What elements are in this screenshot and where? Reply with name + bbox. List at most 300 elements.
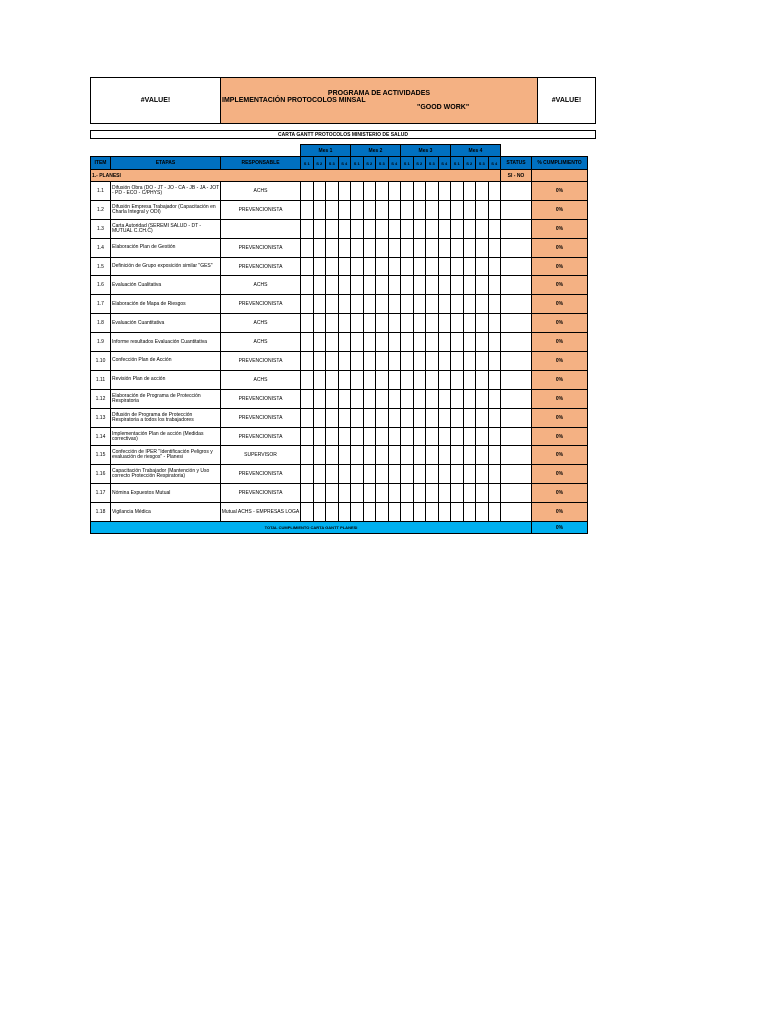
week-cell[interactable] (313, 465, 326, 484)
week-cell[interactable] (438, 200, 451, 219)
week-cell[interactable] (476, 370, 489, 389)
week-cell[interactable] (351, 352, 364, 371)
week-cell[interactable] (488, 295, 501, 314)
week-cell[interactable] (338, 389, 351, 408)
week-cell[interactable] (476, 295, 489, 314)
week-cell[interactable] (451, 314, 464, 333)
week-cell[interactable] (338, 352, 351, 371)
week-cell[interactable] (401, 314, 414, 333)
week-cell[interactable] (388, 484, 401, 503)
week-cell[interactable] (338, 446, 351, 465)
week-cell[interactable] (426, 389, 439, 408)
week-cell[interactable] (463, 295, 476, 314)
week-cell[interactable] (426, 314, 439, 333)
status-cell[interactable] (501, 484, 532, 503)
status-cell[interactable] (501, 446, 532, 465)
week-cell[interactable] (476, 427, 489, 446)
week-cell[interactable] (438, 446, 451, 465)
week-cell[interactable] (476, 465, 489, 484)
week-cell[interactable] (301, 389, 314, 408)
week-cell[interactable] (451, 484, 464, 503)
week-cell[interactable] (438, 219, 451, 238)
week-cell[interactable] (413, 446, 426, 465)
week-cell[interactable] (388, 314, 401, 333)
week-cell[interactable] (488, 503, 501, 522)
week-cell[interactable] (463, 503, 476, 522)
week-cell[interactable] (488, 427, 501, 446)
week-cell[interactable] (463, 238, 476, 257)
week-cell[interactable] (313, 446, 326, 465)
week-cell[interactable] (301, 295, 314, 314)
week-cell[interactable] (301, 314, 314, 333)
week-cell[interactable] (401, 427, 414, 446)
week-cell[interactable] (463, 370, 476, 389)
week-cell[interactable] (376, 427, 389, 446)
week-cell[interactable] (451, 333, 464, 352)
status-cell[interactable] (501, 370, 532, 389)
week-cell[interactable] (451, 503, 464, 522)
week-cell[interactable] (476, 333, 489, 352)
week-cell[interactable] (376, 389, 389, 408)
week-cell[interactable] (463, 333, 476, 352)
week-cell[interactable] (338, 182, 351, 201)
week-cell[interactable] (401, 219, 414, 238)
week-cell[interactable] (401, 238, 414, 257)
week-cell[interactable] (488, 484, 501, 503)
week-cell[interactable] (463, 465, 476, 484)
week-cell[interactable] (488, 465, 501, 484)
week-cell[interactable] (401, 333, 414, 352)
week-cell[interactable] (338, 370, 351, 389)
week-cell[interactable] (338, 408, 351, 427)
week-cell[interactable] (438, 408, 451, 427)
week-cell[interactable] (476, 257, 489, 276)
week-cell[interactable] (488, 238, 501, 257)
week-cell[interactable] (376, 465, 389, 484)
week-cell[interactable] (351, 333, 364, 352)
week-cell[interactable] (363, 314, 376, 333)
week-cell[interactable] (351, 257, 364, 276)
status-cell[interactable] (501, 333, 532, 352)
week-cell[interactable] (326, 408, 339, 427)
week-cell[interactable] (376, 333, 389, 352)
week-cell[interactable] (401, 352, 414, 371)
week-cell[interactable] (488, 182, 501, 201)
week-cell[interactable] (413, 314, 426, 333)
week-cell[interactable] (488, 352, 501, 371)
week-cell[interactable] (313, 219, 326, 238)
status-cell[interactable] (501, 219, 532, 238)
week-cell[interactable] (426, 238, 439, 257)
week-cell[interactable] (301, 427, 314, 446)
status-cell[interactable] (501, 182, 532, 201)
week-cell[interactable] (338, 238, 351, 257)
week-cell[interactable] (313, 408, 326, 427)
week-cell[interactable] (463, 446, 476, 465)
week-cell[interactable] (363, 333, 376, 352)
week-cell[interactable] (388, 389, 401, 408)
week-cell[interactable] (388, 219, 401, 238)
week-cell[interactable] (401, 484, 414, 503)
week-cell[interactable] (413, 219, 426, 238)
week-cell[interactable] (438, 295, 451, 314)
week-cell[interactable] (351, 238, 364, 257)
week-cell[interactable] (413, 295, 426, 314)
week-cell[interactable] (376, 408, 389, 427)
week-cell[interactable] (301, 257, 314, 276)
week-cell[interactable] (338, 200, 351, 219)
week-cell[interactable] (301, 465, 314, 484)
week-cell[interactable] (463, 484, 476, 503)
week-cell[interactable] (451, 295, 464, 314)
week-cell[interactable] (363, 408, 376, 427)
week-cell[interactable] (401, 503, 414, 522)
week-cell[interactable] (313, 503, 326, 522)
week-cell[interactable] (413, 238, 426, 257)
week-cell[interactable] (463, 219, 476, 238)
week-cell[interactable] (463, 408, 476, 427)
week-cell[interactable] (413, 257, 426, 276)
week-cell[interactable] (438, 238, 451, 257)
week-cell[interactable] (438, 257, 451, 276)
week-cell[interactable] (426, 182, 439, 201)
week-cell[interactable] (388, 370, 401, 389)
week-cell[interactable] (301, 238, 314, 257)
week-cell[interactable] (488, 408, 501, 427)
week-cell[interactable] (463, 389, 476, 408)
week-cell[interactable] (426, 503, 439, 522)
week-cell[interactable] (476, 200, 489, 219)
week-cell[interactable] (401, 200, 414, 219)
week-cell[interactable] (476, 276, 489, 295)
week-cell[interactable] (488, 446, 501, 465)
week-cell[interactable] (326, 219, 339, 238)
week-cell[interactable] (301, 182, 314, 201)
week-cell[interactable] (426, 465, 439, 484)
week-cell[interactable] (413, 484, 426, 503)
week-cell[interactable] (351, 389, 364, 408)
week-cell[interactable] (351, 276, 364, 295)
week-cell[interactable] (401, 389, 414, 408)
week-cell[interactable] (376, 446, 389, 465)
week-cell[interactable] (313, 238, 326, 257)
week-cell[interactable] (326, 200, 339, 219)
week-cell[interactable] (401, 182, 414, 201)
week-cell[interactable] (488, 370, 501, 389)
week-cell[interactable] (388, 182, 401, 201)
week-cell[interactable] (313, 276, 326, 295)
week-cell[interactable] (313, 314, 326, 333)
week-cell[interactable] (351, 182, 364, 201)
week-cell[interactable] (388, 333, 401, 352)
week-cell[interactable] (326, 446, 339, 465)
week-cell[interactable] (313, 257, 326, 276)
week-cell[interactable] (351, 446, 364, 465)
week-cell[interactable] (438, 389, 451, 408)
week-cell[interactable] (438, 333, 451, 352)
week-cell[interactable] (313, 370, 326, 389)
week-cell[interactable] (401, 295, 414, 314)
week-cell[interactable] (376, 503, 389, 522)
week-cell[interactable] (326, 427, 339, 446)
status-cell[interactable] (501, 295, 532, 314)
week-cell[interactable] (476, 389, 489, 408)
week-cell[interactable] (363, 352, 376, 371)
week-cell[interactable] (438, 182, 451, 201)
week-cell[interactable] (488, 389, 501, 408)
status-cell[interactable] (501, 427, 532, 446)
week-cell[interactable] (451, 389, 464, 408)
week-cell[interactable] (488, 200, 501, 219)
week-cell[interactable] (438, 484, 451, 503)
week-cell[interactable] (376, 182, 389, 201)
week-cell[interactable] (326, 238, 339, 257)
week-cell[interactable] (326, 484, 339, 503)
week-cell[interactable] (351, 295, 364, 314)
week-cell[interactable] (351, 408, 364, 427)
week-cell[interactable] (451, 370, 464, 389)
week-cell[interactable] (351, 427, 364, 446)
week-cell[interactable] (388, 427, 401, 446)
week-cell[interactable] (301, 333, 314, 352)
week-cell[interactable] (363, 200, 376, 219)
status-cell[interactable] (501, 465, 532, 484)
week-cell[interactable] (388, 200, 401, 219)
week-cell[interactable] (338, 257, 351, 276)
week-cell[interactable] (451, 238, 464, 257)
week-cell[interactable] (451, 219, 464, 238)
week-cell[interactable] (463, 314, 476, 333)
week-cell[interactable] (476, 503, 489, 522)
week-cell[interactable] (476, 352, 489, 371)
week-cell[interactable] (351, 503, 364, 522)
week-cell[interactable] (388, 408, 401, 427)
week-cell[interactable] (413, 503, 426, 522)
week-cell[interactable] (301, 219, 314, 238)
week-cell[interactable] (351, 314, 364, 333)
week-cell[interactable] (326, 389, 339, 408)
week-cell[interactable] (488, 314, 501, 333)
week-cell[interactable] (338, 219, 351, 238)
week-cell[interactable] (451, 352, 464, 371)
week-cell[interactable] (426, 200, 439, 219)
week-cell[interactable] (351, 200, 364, 219)
week-cell[interactable] (413, 352, 426, 371)
week-cell[interactable] (376, 238, 389, 257)
week-cell[interactable] (451, 465, 464, 484)
week-cell[interactable] (401, 465, 414, 484)
week-cell[interactable] (451, 200, 464, 219)
status-cell[interactable] (501, 257, 532, 276)
week-cell[interactable] (426, 370, 439, 389)
week-cell[interactable] (376, 200, 389, 219)
week-cell[interactable] (313, 352, 326, 371)
week-cell[interactable] (313, 182, 326, 201)
week-cell[interactable] (476, 408, 489, 427)
week-cell[interactable] (451, 276, 464, 295)
week-cell[interactable] (338, 333, 351, 352)
week-cell[interactable] (338, 276, 351, 295)
week-cell[interactable] (463, 182, 476, 201)
week-cell[interactable] (438, 465, 451, 484)
week-cell[interactable] (438, 314, 451, 333)
week-cell[interactable] (326, 276, 339, 295)
week-cell[interactable] (351, 219, 364, 238)
week-cell[interactable] (401, 257, 414, 276)
week-cell[interactable] (463, 200, 476, 219)
week-cell[interactable] (426, 257, 439, 276)
week-cell[interactable] (476, 238, 489, 257)
week-cell[interactable] (451, 257, 464, 276)
week-cell[interactable] (326, 257, 339, 276)
week-cell[interactable] (313, 484, 326, 503)
week-cell[interactable] (326, 465, 339, 484)
week-cell[interactable] (338, 295, 351, 314)
week-cell[interactable] (476, 446, 489, 465)
week-cell[interactable] (376, 484, 389, 503)
week-cell[interactable] (413, 427, 426, 446)
week-cell[interactable] (338, 314, 351, 333)
week-cell[interactable] (313, 333, 326, 352)
week-cell[interactable] (476, 182, 489, 201)
week-cell[interactable] (301, 200, 314, 219)
week-cell[interactable] (401, 446, 414, 465)
week-cell[interactable] (376, 314, 389, 333)
week-cell[interactable] (363, 465, 376, 484)
week-cell[interactable] (388, 465, 401, 484)
week-cell[interactable] (476, 484, 489, 503)
week-cell[interactable] (376, 352, 389, 371)
week-cell[interactable] (476, 219, 489, 238)
status-cell[interactable] (501, 503, 532, 522)
week-cell[interactable] (463, 427, 476, 446)
week-cell[interactable] (438, 503, 451, 522)
week-cell[interactable] (376, 257, 389, 276)
week-cell[interactable] (488, 276, 501, 295)
week-cell[interactable] (301, 484, 314, 503)
week-cell[interactable] (326, 182, 339, 201)
week-cell[interactable] (388, 257, 401, 276)
week-cell[interactable] (388, 503, 401, 522)
week-cell[interactable] (351, 370, 364, 389)
week-cell[interactable] (326, 352, 339, 371)
week-cell[interactable] (451, 408, 464, 427)
week-cell[interactable] (363, 484, 376, 503)
week-cell[interactable] (438, 427, 451, 446)
week-cell[interactable] (338, 503, 351, 522)
week-cell[interactable] (338, 484, 351, 503)
week-cell[interactable] (326, 370, 339, 389)
week-cell[interactable] (363, 389, 376, 408)
week-cell[interactable] (351, 484, 364, 503)
week-cell[interactable] (376, 370, 389, 389)
week-cell[interactable] (401, 370, 414, 389)
week-cell[interactable] (376, 276, 389, 295)
week-cell[interactable] (326, 503, 339, 522)
week-cell[interactable] (426, 352, 439, 371)
week-cell[interactable] (363, 257, 376, 276)
week-cell[interactable] (363, 446, 376, 465)
week-cell[interactable] (326, 295, 339, 314)
week-cell[interactable] (301, 408, 314, 427)
week-cell[interactable] (413, 276, 426, 295)
week-cell[interactable] (401, 408, 414, 427)
week-cell[interactable] (388, 295, 401, 314)
week-cell[interactable] (463, 257, 476, 276)
week-cell[interactable] (488, 257, 501, 276)
week-cell[interactable] (388, 276, 401, 295)
week-cell[interactable] (413, 333, 426, 352)
week-cell[interactable] (301, 503, 314, 522)
week-cell[interactable] (313, 389, 326, 408)
week-cell[interactable] (426, 427, 439, 446)
week-cell[interactable] (313, 427, 326, 446)
week-cell[interactable] (413, 389, 426, 408)
week-cell[interactable] (426, 446, 439, 465)
week-cell[interactable] (363, 427, 376, 446)
week-cell[interactable] (451, 182, 464, 201)
week-cell[interactable] (413, 182, 426, 201)
week-cell[interactable] (438, 352, 451, 371)
week-cell[interactable] (413, 370, 426, 389)
week-cell[interactable] (363, 182, 376, 201)
week-cell[interactable] (438, 276, 451, 295)
status-cell[interactable] (501, 200, 532, 219)
week-cell[interactable] (388, 238, 401, 257)
week-cell[interactable] (426, 295, 439, 314)
week-cell[interactable] (426, 484, 439, 503)
status-cell[interactable] (501, 238, 532, 257)
week-cell[interactable] (363, 219, 376, 238)
week-cell[interactable] (376, 219, 389, 238)
week-cell[interactable] (463, 276, 476, 295)
status-cell[interactable] (501, 352, 532, 371)
week-cell[interactable] (426, 333, 439, 352)
week-cell[interactable] (438, 370, 451, 389)
week-cell[interactable] (426, 219, 439, 238)
week-cell[interactable] (301, 352, 314, 371)
week-cell[interactable] (363, 238, 376, 257)
week-cell[interactable] (301, 370, 314, 389)
week-cell[interactable] (488, 333, 501, 352)
week-cell[interactable] (476, 314, 489, 333)
week-cell[interactable] (338, 465, 351, 484)
week-cell[interactable] (426, 276, 439, 295)
week-cell[interactable] (451, 427, 464, 446)
week-cell[interactable] (351, 465, 364, 484)
week-cell[interactable] (413, 465, 426, 484)
week-cell[interactable] (463, 352, 476, 371)
week-cell[interactable] (326, 333, 339, 352)
status-cell[interactable] (501, 408, 532, 427)
week-cell[interactable] (363, 295, 376, 314)
week-cell[interactable] (313, 295, 326, 314)
week-cell[interactable] (313, 200, 326, 219)
week-cell[interactable] (488, 219, 501, 238)
week-cell[interactable] (338, 427, 351, 446)
week-cell[interactable] (301, 446, 314, 465)
week-cell[interactable] (301, 276, 314, 295)
week-cell[interactable] (326, 314, 339, 333)
week-cell[interactable] (413, 200, 426, 219)
status-cell[interactable] (501, 389, 532, 408)
week-cell[interactable] (388, 446, 401, 465)
week-cell[interactable] (376, 295, 389, 314)
week-cell[interactable] (401, 276, 414, 295)
week-cell[interactable] (363, 276, 376, 295)
week-cell[interactable] (451, 446, 464, 465)
week-cell[interactable] (426, 408, 439, 427)
